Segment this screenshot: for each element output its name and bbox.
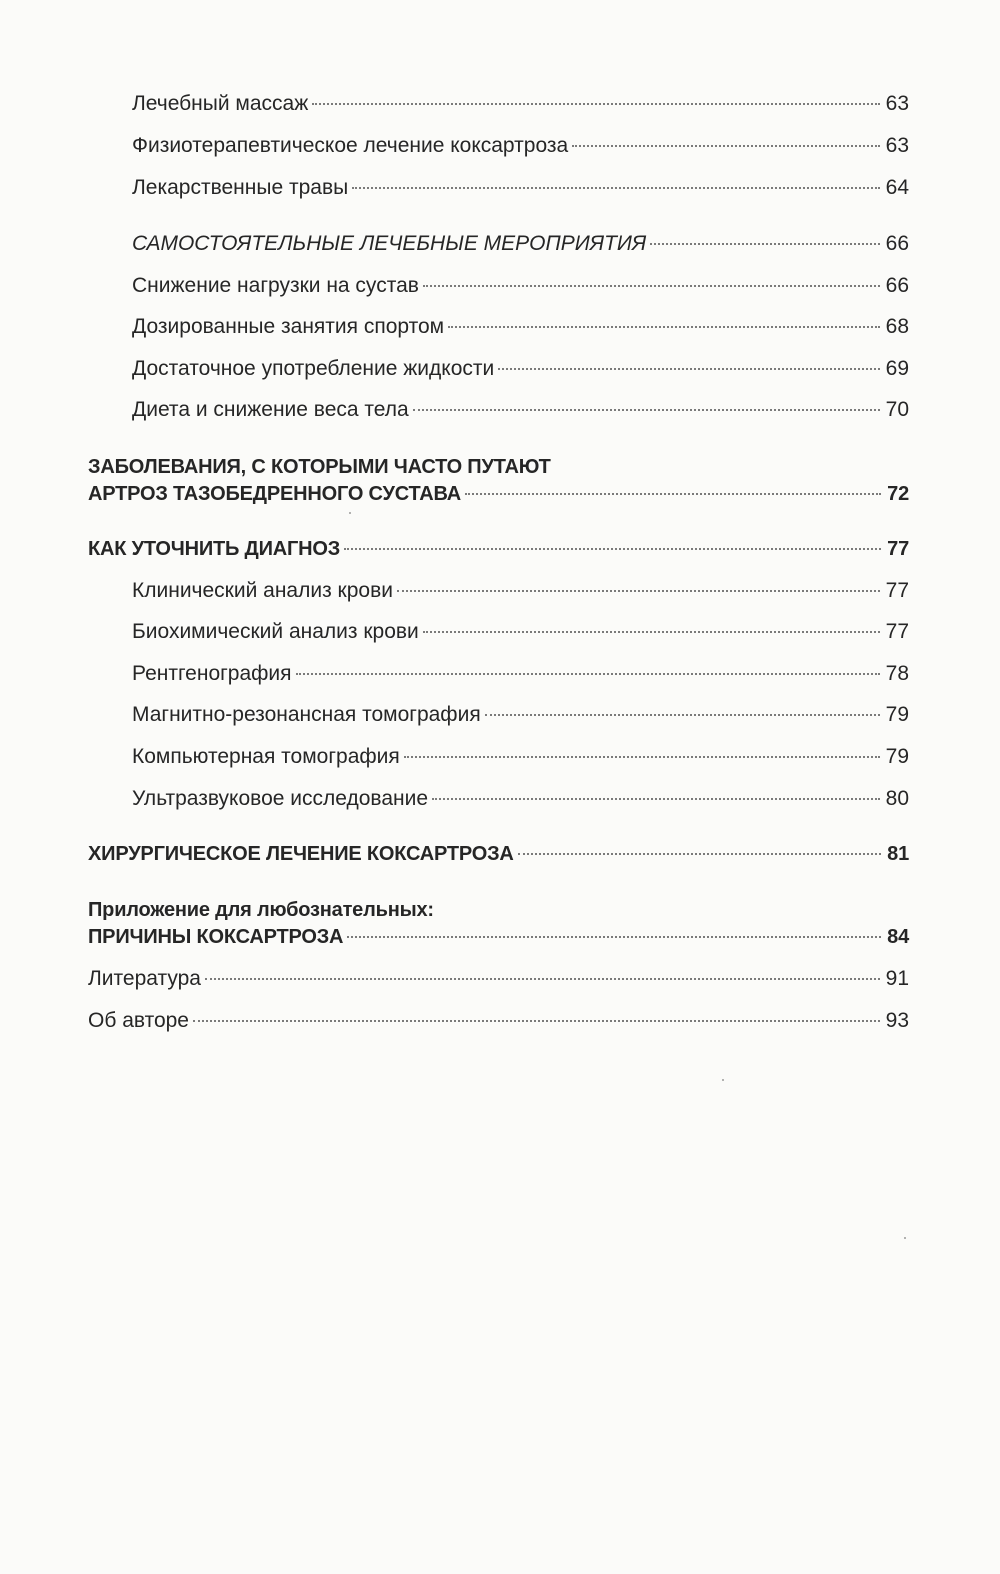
dot-leader (312, 102, 879, 105)
toc-entry-page: 81 (887, 843, 909, 865)
dot-leader (347, 935, 881, 938)
toc-entry-page: 66 (885, 274, 909, 297)
toc-entry-page: 63 (885, 134, 909, 157)
toc-entry-ultrasound[interactable] (0, 783, 1000, 819)
toc-entry-title: Лечебный массаж (132, 92, 309, 115)
toc-entry-radiography[interactable] (0, 658, 1000, 694)
toc-entry-title: Биохимический анализ крови (132, 620, 419, 643)
dot-leader (423, 630, 880, 633)
toc-entry-title: Компьютерная томография (132, 745, 400, 768)
toc-entry-page: 79 (885, 745, 909, 768)
dot-leader (448, 325, 880, 328)
toc-entry-page: 66 (885, 232, 909, 255)
toc-entry-page: 93 (885, 1009, 909, 1032)
toc-entry-title: КАК УТОЧНИТЬ ДИАГНОЗ (88, 538, 341, 560)
toc-entry-title: Физиотерапевтическое лечение коксартроза (132, 134, 569, 157)
toc-entry-confused-diseases[interactable] (0, 451, 1000, 521)
toc-entry-page: 72 (887, 483, 909, 505)
toc-entry-title: ПРИЧИНЫ КОКСАРТРОЗА (88, 926, 344, 948)
toc-entry-title: Лекарственные травы (132, 176, 349, 199)
toc-entry-page: 63 (885, 92, 909, 115)
dot-leader (432, 797, 880, 800)
toc-entry-page: 77 (885, 620, 909, 643)
dot-leader (193, 1019, 880, 1022)
dot-leader (397, 589, 880, 592)
toc-entry-page: 91 (885, 967, 909, 990)
toc-entry-page: 79 (885, 703, 909, 726)
toc-entry-title: ХИРУРГИЧЕСКОЕ ЛЕЧЕНИЕ КОКСАРТРОЗА (88, 843, 514, 865)
toc-entry-title: Ультразвуковое исследование (132, 787, 429, 810)
toc-entry-medicinal-herbs[interactable] (0, 172, 1000, 208)
dot-leader (404, 755, 880, 758)
toc-entry-title: Клинический анализ крови (132, 579, 393, 602)
dot-leader (572, 144, 879, 147)
toc-entry-title: Снижение нагрузки на сустав (132, 274, 419, 297)
toc-entry-page: 78 (885, 662, 909, 685)
toc-entry-title: Достаточное употребление жидкости (132, 357, 495, 380)
dot-leader (205, 977, 880, 980)
dot-leader (344, 547, 881, 550)
toc-entry-about-author[interactable] (0, 1005, 1000, 1041)
toc-entry-joint-load-reduction[interactable] (0, 270, 1000, 306)
toc-entry-page: 68 (885, 315, 909, 338)
toc-entry-fluid-intake[interactable] (0, 353, 1000, 389)
toc-entry-therapeutic-massage[interactable] (0, 88, 1000, 124)
dot-leader (650, 242, 879, 245)
dot-leader (498, 367, 879, 370)
dot-leader (465, 492, 881, 495)
toc-entry-title: Магнитно-резонансная томография (132, 703, 481, 726)
toc-entry-mri[interactable] (0, 699, 1000, 735)
toc-entry-title-line1: ЗАБОЛЕВАНИЯ, С КОТОРЫМИ ЧАСТО ПУТАЮТ (88, 456, 551, 478)
dot-leader (413, 408, 880, 411)
toc-entry-title: Дозированные занятия спортом (132, 315, 445, 338)
toc-entry-title: Об авторе (88, 1009, 189, 1032)
toc-entry-diagnosis[interactable] (0, 533, 1000, 569)
toc-entry-title-line1: Приложение для любознательных: (88, 899, 434, 921)
toc-entry-page: 77 (887, 538, 909, 560)
toc-entry-biochem-blood-test[interactable] (0, 616, 1000, 652)
paper-speck (904, 1237, 906, 1239)
dot-leader (485, 713, 880, 716)
toc-entry-title: Диета и снижение веса тела (132, 398, 409, 421)
toc-entry-page: 77 (885, 579, 909, 602)
toc-entry-blood-test[interactable] (0, 575, 1000, 611)
toc-entry-ct[interactable] (0, 741, 1000, 777)
toc-entry-literature[interactable] (0, 963, 1000, 999)
dot-leader (296, 672, 880, 675)
paper-speck (722, 1079, 724, 1081)
paper-speck (349, 512, 351, 514)
toc-entry-page: 64 (885, 176, 909, 199)
toc-entry-physiotherapy[interactable] (0, 130, 1000, 166)
toc-entry-diet[interactable] (0, 394, 1000, 430)
toc-entry-title: Литература (88, 967, 201, 990)
dot-leader (518, 852, 881, 855)
toc-entry-title: Рентгенография (132, 662, 292, 685)
toc-entry-page: 84 (887, 926, 909, 948)
toc-entry-page: 70 (885, 398, 909, 421)
toc-entry-dosed-sport[interactable] (0, 311, 1000, 347)
dot-leader (352, 186, 879, 189)
toc-entry-appendix-causes[interactable] (0, 894, 1000, 964)
toc-entry-page: 80 (885, 787, 909, 810)
toc-entry-title: САМОСТОЯТЕЛЬНЫЕ ЛЕЧЕБНЫЕ МЕРОПРИЯТИЯ (132, 232, 647, 255)
toc-entry-surgery[interactable] (0, 838, 1000, 874)
toc-entry-page: 69 (885, 357, 909, 380)
toc-entry-title: АРТРОЗ ТАЗОБЕДРЕННОГО СУСТАВА (88, 483, 462, 505)
dot-leader (423, 284, 880, 287)
toc-entry-self-treatment[interactable] (0, 228, 1000, 264)
